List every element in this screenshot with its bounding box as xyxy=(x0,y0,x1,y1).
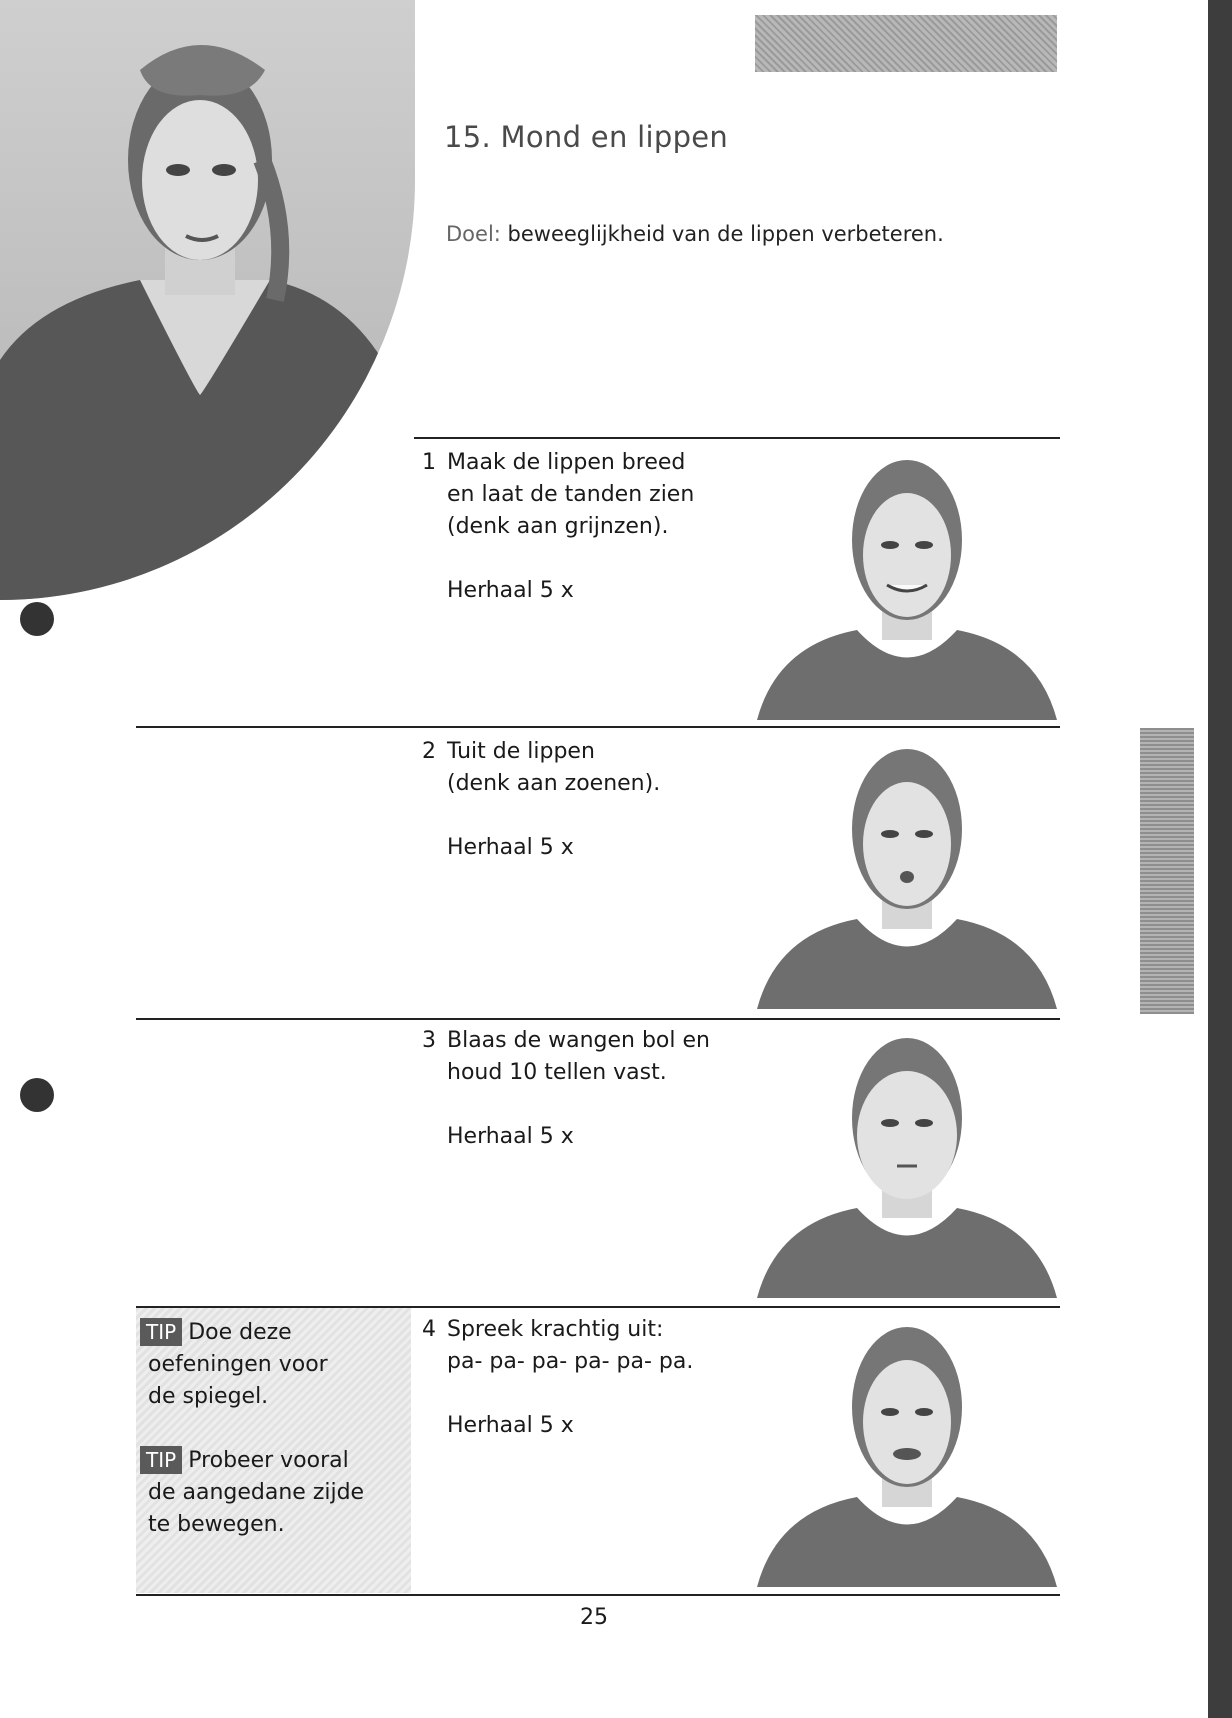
step-2-photo xyxy=(757,734,1057,1009)
divider-line xyxy=(136,1018,1060,1020)
chapter-side-tab xyxy=(1140,728,1194,1014)
tip-label: TIP xyxy=(140,1446,182,1474)
step-1-photo xyxy=(757,445,1057,720)
tip-label: TIP xyxy=(140,1318,182,1346)
tip-2 xyxy=(148,1444,364,1541)
tip-text-line: te bewegen. xyxy=(148,1512,285,1537)
exercise-step-4 xyxy=(422,1314,752,1442)
goal-text: beweeglijkheid van de lippen verbeteren. xyxy=(507,222,944,246)
tip-1 xyxy=(148,1316,328,1413)
step-number: 4 xyxy=(422,1317,436,1342)
step-text-line: Tuit de lippen xyxy=(447,739,595,764)
tip-text-line: de aangedane zijde xyxy=(148,1480,365,1505)
scan-edge-strip xyxy=(1208,0,1232,1718)
step-number: 1 xyxy=(422,450,436,475)
hero-portrait-image xyxy=(0,0,415,600)
goal-label: Doel: xyxy=(446,222,501,246)
step-4-photo xyxy=(757,1312,1057,1587)
tip-text-line: de spiegel. xyxy=(148,1384,269,1409)
page-title: 15. Mond en lippen xyxy=(444,120,729,154)
step-text-line: Maak de lippen breed xyxy=(447,450,686,475)
divider-line xyxy=(136,726,1060,728)
step-text-line: houd 10 tellen vast. xyxy=(447,1060,667,1085)
tip-text-line: Probeer vooral xyxy=(188,1448,349,1473)
repeat-count: Herhaal 5 x xyxy=(447,835,574,860)
exercise-step-2 xyxy=(422,736,752,864)
page-number: 25 xyxy=(580,1605,608,1630)
step-number: 2 xyxy=(422,739,436,764)
tip-text-line: Doe deze xyxy=(188,1320,292,1345)
step-3-photo xyxy=(757,1023,1057,1298)
step-text-line: en laat de tanden zien xyxy=(447,482,695,507)
step-text-line: (denk aan grijnzen). xyxy=(447,514,669,539)
divider-line xyxy=(136,1594,1060,1596)
punch-hole-bottom xyxy=(20,1078,54,1112)
repeat-count: Herhaal 5 x xyxy=(447,1124,574,1149)
punch-hole-top xyxy=(20,602,54,636)
goal-statement xyxy=(446,222,944,246)
step-number: 3 xyxy=(422,1028,436,1053)
repeat-count: Herhaal 5 x xyxy=(447,578,574,603)
step-text-line: pa- pa- pa- pa- pa- pa. xyxy=(447,1349,694,1374)
exercise-step-3 xyxy=(422,1025,752,1153)
step-text-line: Spreek krachtig uit: xyxy=(447,1317,664,1342)
step-text-line: Blaas de wangen bol en xyxy=(447,1028,710,1053)
divider-line xyxy=(414,437,1060,439)
exercise-step-1 xyxy=(422,447,752,607)
step-text-line: (denk aan zoenen). xyxy=(447,771,661,796)
tip-text-line: oefeningen voor xyxy=(148,1352,328,1377)
header-tab-decoration xyxy=(755,15,1057,72)
repeat-count: Herhaal 5 x xyxy=(447,1413,574,1438)
